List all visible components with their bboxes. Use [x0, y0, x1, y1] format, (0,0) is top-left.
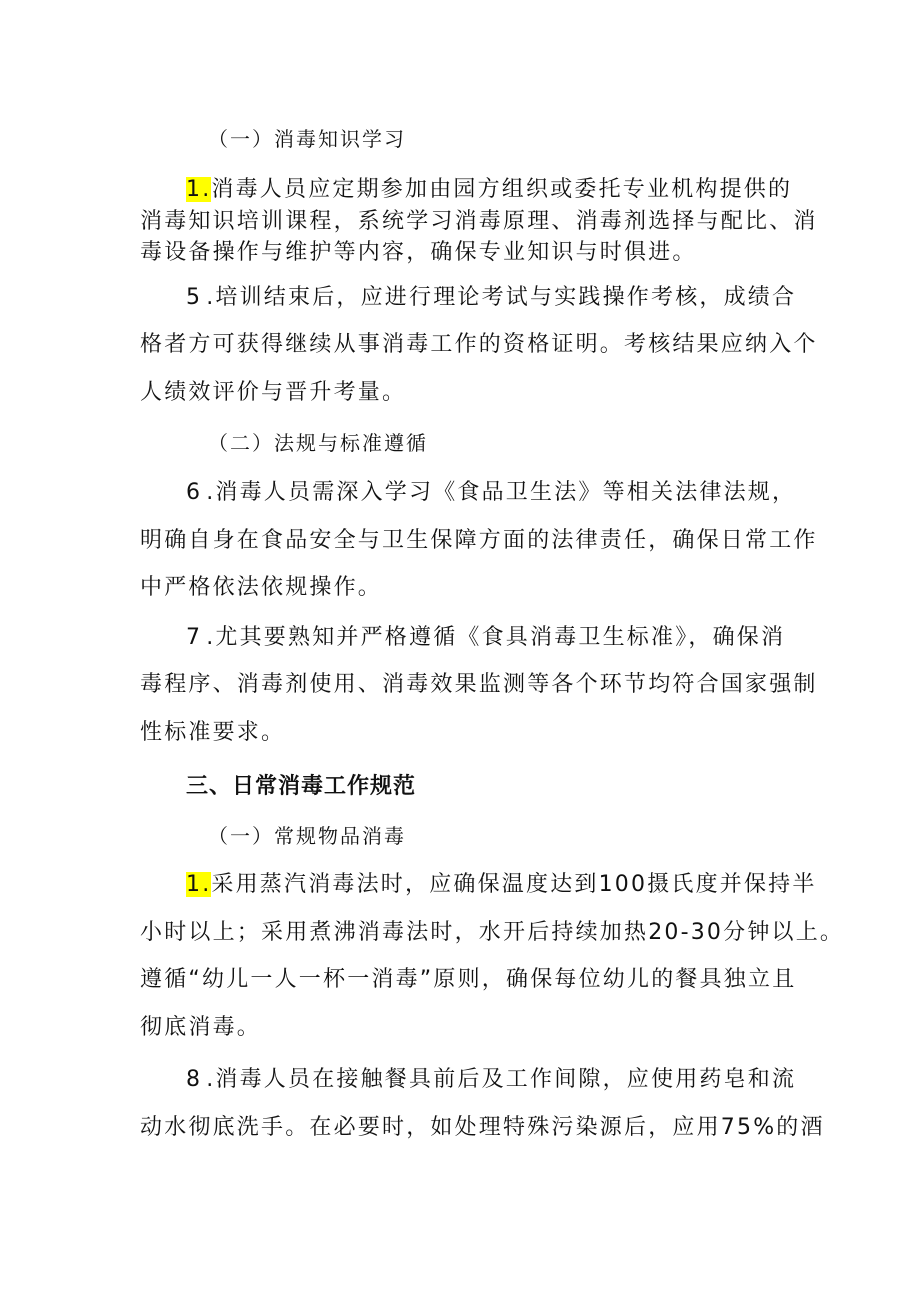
paragraph-5-line-2: 小时以上；采用煮沸消毒法时，水开后持续加热20-30分钟以上。 [140, 920, 845, 945]
highlighted-item-number: 1. [186, 872, 212, 897]
subheading-disinfection-knowledge: （一）消毒知识学习 [208, 127, 406, 151]
section-heading-daily-disinfection: 三、日常消毒工作规范 [186, 774, 417, 799]
paragraph-1-line-2: 消毒知识培训课程，系统学习消毒原理、消毒剂选择与配比、消 [140, 209, 818, 234]
item-number: 6 [186, 480, 203, 505]
paragraph-5-line-1 [186, 870, 817, 900]
paragraph-4-line-3: 性标准要求。 [140, 720, 286, 745]
paragraph-1-line-1 [186, 175, 792, 205]
paragraph-1-text: 消毒人员应定期参加由园方组织或委托专业机构提供的 [211, 177, 793, 202]
paragraph-2-text: .培训结束后，应进行理论考试与实践操作考核，成绩合 [206, 285, 797, 310]
paragraph-2-line-1 [186, 283, 796, 313]
paragraph-2-line-2: 格者方可获得继续从事消毒工作的资格证明。考核结果应纳入个 [140, 332, 818, 357]
subheading-laws-standards: （二）法规与标准遵循 [208, 431, 428, 455]
paragraph-4-line-1 [186, 623, 785, 653]
item-number: 7 [186, 625, 203, 650]
paragraph-6-line-1 [186, 1065, 796, 1095]
paragraph-5-line-4: 彻底消毒。 [140, 1015, 262, 1040]
paragraph-3-line-3: 中严格依法依规操作。 [140, 575, 383, 600]
paragraph-6-text: .消毒人员在接触餐具前后及工作间隙，应使用药皂和流 [206, 1067, 797, 1092]
highlighted-item-number: 1. [186, 177, 212, 202]
paragraph-5-line-3: 遵循“幼儿一人一杯一消毒”原则，确保每位幼儿的餐具独立且 [140, 967, 797, 992]
paragraph-4-line-2: 毒程序、消毒剂使用、消毒效果监测等各个环节均符合国家强制 [140, 672, 818, 697]
paragraph-3-line-1 [186, 478, 796, 508]
subheading-routine-items: （一）常规物品消毒 [208, 824, 406, 848]
paragraph-3-text: .消毒人员需深入学习《食品卫生法》等相关法律法规， [206, 480, 797, 505]
item-number: 8 [186, 1067, 203, 1092]
paragraph-3-line-2: 明确自身在食品安全与卫生保障方面的法律责任，确保日常工作 [140, 528, 818, 553]
paragraph-1-line-3: 毒设备操作与维护等内容，确保专业知识与时俱进。 [140, 240, 697, 265]
paragraph-6-line-2: 动水彻底洗手。在必要时，如处理特殊污染源后，应用75%的酒 [140, 1115, 825, 1140]
item-number: 5 [186, 285, 203, 310]
paragraph-4-text: .尤其要熟知并严格遵循《食具消毒卫生标准》，确保消 [206, 625, 786, 650]
paragraph-5-text: 采用蒸汽消毒法时，应确保温度达到100摄氏度并保持半 [211, 872, 817, 897]
paragraph-2-line-3: 人绩效评价与晋升考量。 [140, 380, 407, 405]
